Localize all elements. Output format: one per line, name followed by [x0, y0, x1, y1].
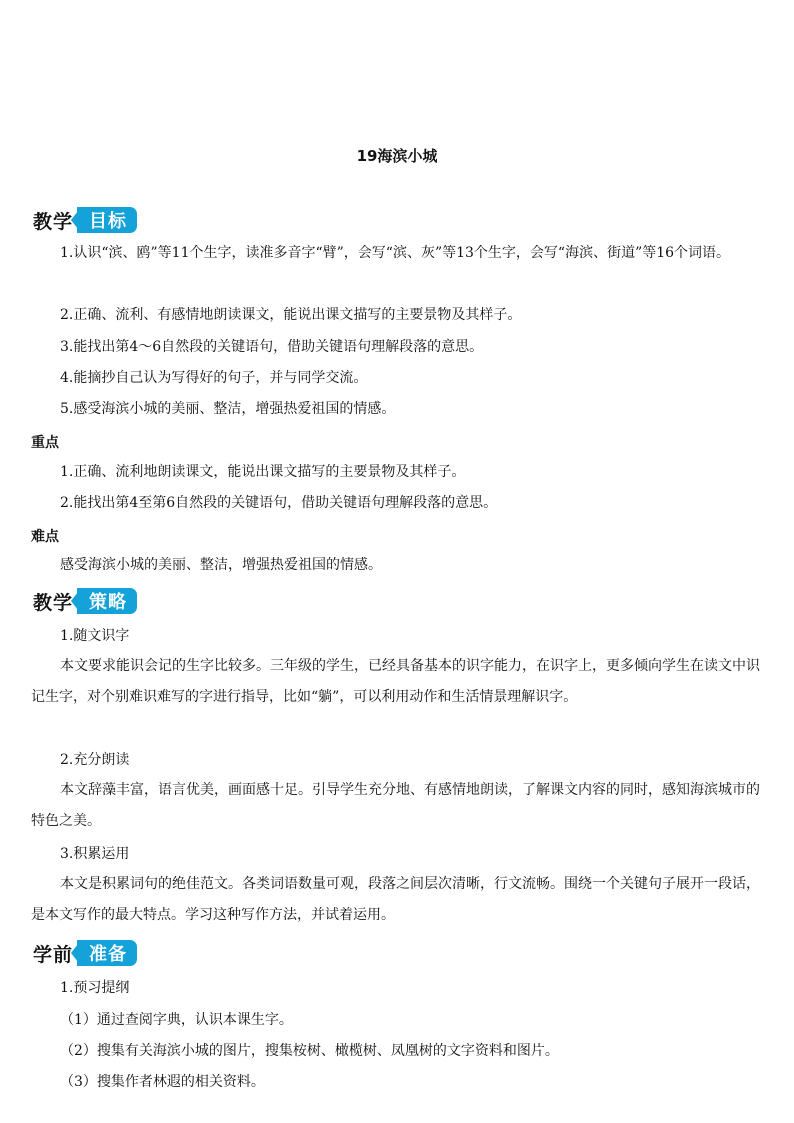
- difficulty-heading: 难点: [31, 529, 59, 545]
- prep-item-2: （2）搜集有关海滨小城的图片，搜集桉树、橄榄树、凤凰树的文字资料和图片。: [60, 1043, 559, 1059]
- section-header-tag: 策略: [77, 588, 137, 614]
- section-header-prefix: 教学: [33, 591, 74, 614]
- key-point-1: 1.正确、流利地朗读课文，能说出课文描写的主要景物及其样子。: [60, 464, 466, 480]
- strategy-1-text: 本文要求能识会记的生字比较多。三年级的学生，已经具备基本的识字能力，在识字上，更多倾向学生在读文中识记生字，对个别难识难写的字进行指导，比如“躺”，可以利用动作和生活情景理解识字。: [31, 658, 760, 705]
- page-title: 19海滨小城: [356, 147, 438, 165]
- goal-item-4: 4.能摘抄自己认为写得好的句子，并与同学交流。: [60, 370, 368, 386]
- prep-item-1: （1）通过查阅字典，认识本课生字。: [60, 1012, 293, 1028]
- section-header-tag: 目标: [77, 207, 137, 233]
- key-points-heading: 重点: [31, 435, 59, 451]
- section-header-strategy: [33, 586, 137, 616]
- goal-item-3: 3.能找出第4～6自然段的关键语句，借助关键语句理解段落的意思。: [60, 339, 484, 355]
- strategy-1-title: 1.随文识字: [60, 628, 130, 644]
- section-header-prep: [33, 938, 137, 968]
- section-header-prefix: 教学: [33, 210, 74, 233]
- goal-item-5: 5.感受海滨小城的美丽、整洁，增强热爱祖国的情感。: [60, 401, 396, 417]
- strategy-3-text: 本文是积累词句的绝佳范文。各类词语数量可观，段落之间层次清晰，行文流畅。围绕一个关键句子展开一段话，是本文写作的最大特点。学习这种写作方法，并试着运用。: [31, 876, 760, 923]
- section-header-goals: [33, 205, 137, 235]
- strategy-2-title: 2.充分朗读: [60, 752, 130, 768]
- goal-item-1: 1.认识“滨、鸥”等11个生字，读准多音字“臂”，会写“滨、灰”等13个生字，会写“海滨、街道”等16个词语。: [60, 245, 731, 261]
- prep-title: 1.预习提纲: [60, 980, 130, 996]
- strategy-2-text: 本文辞藻丰富，语言优美，画面感十足。引导学生充分地、有感情地朗读，了解课文内容的同时，感知海滨城市的特色之美。: [31, 782, 760, 829]
- key-point-2: 2.能找出第4至第6自然段的关键语句，借助关键语句理解段落的意思。: [60, 495, 498, 511]
- strategy-3-title: 3.积累运用: [60, 846, 130, 862]
- goal-item-2: 2.正确、流利、有感情地朗读课文，能说出课文描写的主要景物及其样子。: [60, 307, 522, 323]
- prep-item-3: （3）搜集作者林遐的相关资料。: [60, 1074, 265, 1090]
- difficulty-item: 感受海滨小城的美丽、整洁，增强热爱祖国的情感。: [60, 557, 382, 573]
- section-header-tag: 准备: [77, 940, 137, 966]
- section-header-prefix: 学前: [33, 943, 74, 966]
